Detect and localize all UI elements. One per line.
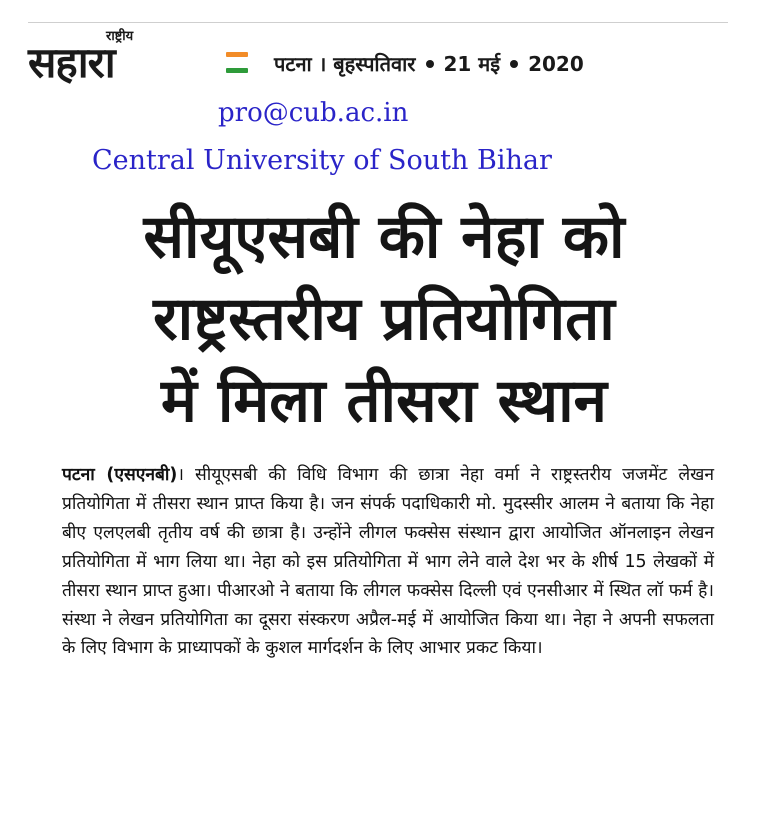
newspaper-logo: सहारा [28, 38, 115, 87]
dateline-date: 21 मई [443, 52, 501, 76]
dateline-day: बृहस्पतिवार [333, 52, 416, 76]
headline-line-3: में मिला तीसरा स्थान [161, 366, 607, 436]
article-dateline: पटना (एसएनबी) [62, 465, 178, 485]
dateline-year: 2020 [528, 52, 584, 76]
headline-line-2: राष्ट्रस्तरीय प्रतियोगिता [153, 284, 615, 354]
tricolor-flag-icon [226, 52, 248, 74]
newspaper-masthead [28, 28, 728, 92]
dateline: पटना । बृहस्पतिवार 21 मई 2020 [274, 52, 584, 76]
article-text: । सीयूएसबी की विधि विभाग की छात्रा नेहा वर्मा ने राष्ट्रस्तरीय जजमेंट लेखन प्रतियोगिता में तीसरा स्थान प्राप्त किया है। जन संपर्क पदाधिकारी मो. मुदस्सीर आलम ने बताया कि नेहा बीए एलएलबी तृतीय वर्ष की छात्रा है। उन्होंने लीगल फक्सेस संस्थान द्वारा आयोजित ऑनलाइन लेखन प्रतियोगिता में भाग लिया था। नेहा को इस प्रतियोगिता में भाग लेने वाले देश भर के शीर्ष 15 लेखकों में तीसरा स्थान प्राप्त हुआ। पीआरओ ने बताया कि लीगल फक्सेस दिल्ली एवं एनसीआर में स्थित लॉ फर्म है। संस्था ने लेखन प्रतियोगिता का दूसरा संस्करण अप्रैल-मई में आयोजित किया था। नेहा ने अपनी सफलता के लिए विभाग के प्राध्यापकों के कुशल मार्गदर्शन के लिए आभार प्रकट किया। [62, 465, 714, 659]
article-body [62, 461, 714, 663]
headline-line-1: सीयूएसबी की नेहा को [143, 202, 625, 272]
contact-email: pro@cub.ac.in [218, 98, 409, 128]
logo-subtitle: राष्ट्रीय [106, 29, 134, 44]
bullet-icon [510, 60, 518, 68]
dateline-city: पटना [274, 52, 312, 76]
article-headline [20, 196, 748, 442]
top-rule [28, 22, 728, 23]
university-name: Central University of South Bihar [92, 145, 552, 176]
bullet-icon [426, 60, 434, 68]
